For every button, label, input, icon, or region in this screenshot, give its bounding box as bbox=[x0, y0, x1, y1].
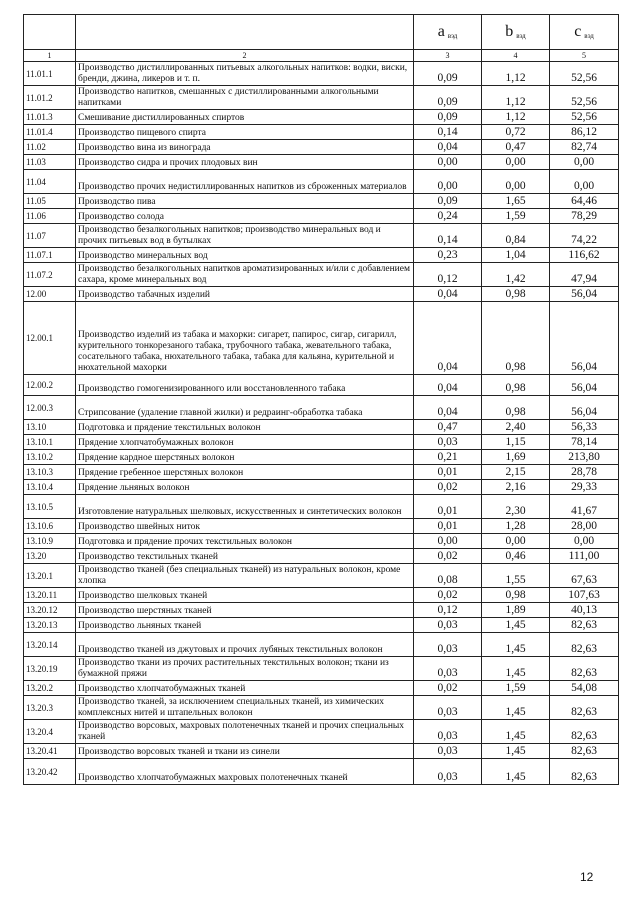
row-value-c: 54,08 bbox=[550, 681, 619, 696]
row-code: 13.20.4 bbox=[24, 720, 76, 744]
header-a: a $_{вэд}$ bbox=[414, 15, 482, 50]
row-name: Производство минеральных вод bbox=[76, 248, 414, 263]
row-value-c: 82,63 bbox=[550, 633, 619, 657]
table-row bbox=[24, 62, 619, 86]
table-row bbox=[24, 588, 619, 603]
row-value-a: 0,00 bbox=[414, 534, 482, 549]
row-value-c: 29,33 bbox=[550, 480, 619, 495]
row-value-c: 213,80 bbox=[550, 450, 619, 465]
row-code: 13.20.41 bbox=[24, 744, 76, 759]
row-code: 13.20.11 bbox=[24, 588, 76, 603]
row-name: Производство пищевого спирта bbox=[76, 125, 414, 140]
table-row bbox=[24, 465, 619, 480]
row-code: 13.20.12 bbox=[24, 603, 76, 618]
table-row bbox=[24, 375, 619, 396]
header-b: b $_{вэд}$ bbox=[482, 15, 550, 50]
row-name: Производство тканей (без специальных тканей) из натуральных волокон, кроме хлопка bbox=[76, 564, 414, 588]
table-row bbox=[24, 549, 619, 564]
row-value-a: 0,14 bbox=[414, 224, 482, 248]
header-row bbox=[24, 15, 619, 50]
row-code: 11.01.3 bbox=[24, 110, 76, 125]
header-name bbox=[76, 15, 414, 50]
row-value-a: 0,04 bbox=[414, 287, 482, 302]
row-value-c: 107,63 bbox=[550, 588, 619, 603]
row-value-a: 0,03 bbox=[414, 618, 482, 633]
row-value-a: 0,12 bbox=[414, 603, 482, 618]
table-row bbox=[24, 140, 619, 155]
table-row bbox=[24, 681, 619, 696]
table-row bbox=[24, 170, 619, 194]
row-value-a: 0,04 bbox=[414, 302, 482, 375]
row-value-c: 82,63 bbox=[550, 696, 619, 720]
table-row bbox=[24, 209, 619, 224]
row-value-a: 0,00 bbox=[414, 155, 482, 170]
row-value-a: 0,02 bbox=[414, 480, 482, 495]
row-code: 11.07.1 bbox=[24, 248, 76, 263]
row-name: Прядение кардное шерстяных волокон bbox=[76, 450, 414, 465]
row-name: Производство вина из винограда bbox=[76, 140, 414, 155]
row-code: 12.00.3 bbox=[24, 396, 76, 420]
row-value-c: 28,00 bbox=[550, 519, 619, 534]
row-value-b: 2,30 bbox=[482, 495, 550, 519]
row-name: Производство гомогенизированного или восстановленного табака bbox=[76, 375, 414, 396]
row-code: 11.05 bbox=[24, 194, 76, 209]
row-name: Производство напитков, смешанных с дистиллированными алкогольными напитками bbox=[76, 86, 414, 110]
row-name: Стрипсование (удаление главной жилки) и редраинг-обработка табака bbox=[76, 396, 414, 420]
row-name: Производство безалкогольных напитков ароматизированных и/или с добавлением сахара, кроме минеральных вод bbox=[76, 263, 414, 287]
coefficients-table bbox=[23, 14, 619, 785]
row-value-a: 0,03 bbox=[414, 759, 482, 785]
row-value-b: 1,12 bbox=[482, 62, 550, 86]
row-code: 11.06 bbox=[24, 209, 76, 224]
row-name: Производство швейных ниток bbox=[76, 519, 414, 534]
row-code: 11.07.2 bbox=[24, 263, 76, 287]
column-number-row bbox=[24, 50, 619, 62]
table-row bbox=[24, 396, 619, 420]
row-code: 11.01.2 bbox=[24, 86, 76, 110]
row-value-c: 82,74 bbox=[550, 140, 619, 155]
row-value-b: 2,16 bbox=[482, 480, 550, 495]
row-name: Производство тканей из джутовых и прочих лубяных текстильных волокон bbox=[76, 633, 414, 657]
table-row bbox=[24, 759, 619, 785]
row-value-b: 0,98 bbox=[482, 396, 550, 420]
row-name: Смешивание дистиллированных спиртов bbox=[76, 110, 414, 125]
row-value-c: 111,00 bbox=[550, 549, 619, 564]
row-value-c: 56,04 bbox=[550, 396, 619, 420]
row-value-a: 0,02 bbox=[414, 549, 482, 564]
header-c: c $_{вэд}$ bbox=[550, 15, 619, 50]
column-number: 4 bbox=[482, 50, 550, 62]
row-value-c: 52,56 bbox=[550, 110, 619, 125]
row-value-b: 0,46 bbox=[482, 549, 550, 564]
table-row bbox=[24, 696, 619, 720]
row-name: Подготовка и прядение прочих текстильных волокон bbox=[76, 534, 414, 549]
table-row bbox=[24, 744, 619, 759]
row-value-b: 1,28 bbox=[482, 519, 550, 534]
row-value-c: 78,29 bbox=[550, 209, 619, 224]
row-value-b: 1,42 bbox=[482, 263, 550, 287]
row-value-b: 1,45 bbox=[482, 759, 550, 785]
row-value-a: 0,03 bbox=[414, 696, 482, 720]
table-row bbox=[24, 302, 619, 375]
row-code: 11.02 bbox=[24, 140, 76, 155]
table-row bbox=[24, 633, 619, 657]
row-value-a: 0,09 bbox=[414, 194, 482, 209]
row-code: 13.20 bbox=[24, 549, 76, 564]
row-value-c: 56,33 bbox=[550, 420, 619, 435]
row-value-c: 78,14 bbox=[550, 435, 619, 450]
row-value-b: 1,55 bbox=[482, 564, 550, 588]
row-value-b: 0,00 bbox=[482, 155, 550, 170]
table-row bbox=[24, 534, 619, 549]
row-value-c: 82,63 bbox=[550, 744, 619, 759]
row-value-b: 1,12 bbox=[482, 110, 550, 125]
row-code: 13.20.42 bbox=[24, 759, 76, 785]
row-value-c: 56,04 bbox=[550, 287, 619, 302]
page-number: 12 bbox=[580, 870, 594, 884]
row-code: 13.10.6 bbox=[24, 519, 76, 534]
row-value-c: 82,63 bbox=[550, 720, 619, 744]
row-value-a: 0,01 bbox=[414, 465, 482, 480]
table-row bbox=[24, 194, 619, 209]
row-value-c: 82,63 bbox=[550, 759, 619, 785]
row-name: Производство хлопчатобумажных махровых полотенечных тканей bbox=[76, 759, 414, 785]
row-value-c: 41,67 bbox=[550, 495, 619, 519]
row-name: Производство текстильных тканей bbox=[76, 549, 414, 564]
row-value-c: 28,78 bbox=[550, 465, 619, 480]
row-value-a: 0,08 bbox=[414, 564, 482, 588]
row-code: 13.10.9 bbox=[24, 534, 76, 549]
column-number: 1 bbox=[24, 50, 76, 62]
row-name: Производство изделий из табака и махорки: сигарет, папирос, сигар, сигарилл, курительного тонкорезаного табака, трубочного табака, жевательного табака, сосательного табака, нюхательного табака, табака для кальяна, курительной и нюхательной махорки bbox=[76, 302, 414, 375]
column-number: 3 bbox=[414, 50, 482, 62]
row-value-a: 0,03 bbox=[414, 744, 482, 759]
row-value-b: 0,47 bbox=[482, 140, 550, 155]
row-code: 13.20.14 bbox=[24, 633, 76, 657]
row-name: Производство тканей, за исключением специальных тканей, из химических комплексных нитей и штапельных волокон bbox=[76, 696, 414, 720]
row-value-b: 0,98 bbox=[482, 287, 550, 302]
row-name: Производство ткани из прочих растительных текстильных волокон; ткани из бумажной пряжи bbox=[76, 657, 414, 681]
table-row bbox=[24, 420, 619, 435]
row-value-a: 0,21 bbox=[414, 450, 482, 465]
row-value-a: 0,03 bbox=[414, 657, 482, 681]
row-name: Производство ворсовых, махровых полотенечных тканей и прочих специальных тканей bbox=[76, 720, 414, 744]
row-value-c: 82,63 bbox=[550, 657, 619, 681]
table-row bbox=[24, 495, 619, 519]
row-value-b: 1,59 bbox=[482, 681, 550, 696]
table-row bbox=[24, 155, 619, 170]
row-code: 13.20.13 bbox=[24, 618, 76, 633]
row-value-c: 0,00 bbox=[550, 534, 619, 549]
table-row bbox=[24, 248, 619, 263]
row-value-c: 56,04 bbox=[550, 375, 619, 396]
row-value-a: 0,23 bbox=[414, 248, 482, 263]
row-value-b: 1,45 bbox=[482, 657, 550, 681]
row-code: 13.10.2 bbox=[24, 450, 76, 465]
row-value-b: 0,72 bbox=[482, 125, 550, 140]
table-row bbox=[24, 618, 619, 633]
row-name: Производство шерстяных тканей bbox=[76, 603, 414, 618]
row-value-a: 0,03 bbox=[414, 633, 482, 657]
row-code: 13.20.3 bbox=[24, 696, 76, 720]
row-value-c: 74,22 bbox=[550, 224, 619, 248]
table-row bbox=[24, 564, 619, 588]
row-value-b: 0,00 bbox=[482, 534, 550, 549]
row-value-b: 1,89 bbox=[482, 603, 550, 618]
table-row bbox=[24, 110, 619, 125]
row-code: 11.07 bbox=[24, 224, 76, 248]
row-value-a: 0,03 bbox=[414, 435, 482, 450]
row-value-c: 47,94 bbox=[550, 263, 619, 287]
table-row bbox=[24, 720, 619, 744]
row-value-b: 0,84 bbox=[482, 224, 550, 248]
row-value-b: 1,45 bbox=[482, 744, 550, 759]
table-row bbox=[24, 480, 619, 495]
row-name: Производство льняных тканей bbox=[76, 618, 414, 633]
row-name: Производство шелковых тканей bbox=[76, 588, 414, 603]
table-row bbox=[24, 224, 619, 248]
row-name: Производство ворсовых тканей и ткани из синели bbox=[76, 744, 414, 759]
row-code: 11.01.4 bbox=[24, 125, 76, 140]
table-row bbox=[24, 603, 619, 618]
table-row bbox=[24, 125, 619, 140]
row-value-b: 0,98 bbox=[482, 302, 550, 375]
row-value-a: 0,01 bbox=[414, 495, 482, 519]
row-code: 11.01.1 bbox=[24, 62, 76, 86]
row-value-c: 86,12 bbox=[550, 125, 619, 140]
row-code: 12.00.2 bbox=[24, 375, 76, 396]
row-code: 13.20.1 bbox=[24, 564, 76, 588]
table-row bbox=[24, 450, 619, 465]
row-value-c: 82,63 bbox=[550, 618, 619, 633]
row-name: Производство табачных изделий bbox=[76, 287, 414, 302]
row-code: 13.10.1 bbox=[24, 435, 76, 450]
row-value-a: 0,04 bbox=[414, 375, 482, 396]
table-row bbox=[24, 86, 619, 110]
row-value-a: 0,04 bbox=[414, 396, 482, 420]
row-name: Производство прочих недистиллированных напитков из сброженных материалов bbox=[76, 170, 414, 194]
table-row bbox=[24, 519, 619, 534]
row-name: Производство пива bbox=[76, 194, 414, 209]
row-value-c: 52,56 bbox=[550, 62, 619, 86]
row-name: Прядение гребенное шерстяных волокон bbox=[76, 465, 414, 480]
row-value-b: 1,04 bbox=[482, 248, 550, 263]
row-value-a: 0,02 bbox=[414, 681, 482, 696]
row-value-b: 1,69 bbox=[482, 450, 550, 465]
row-code: 13.10.5 bbox=[24, 495, 76, 519]
row-name: Производство хлопчатобумажных тканей bbox=[76, 681, 414, 696]
row-code: 12.00.1 bbox=[24, 302, 76, 375]
row-value-b: 1,45 bbox=[482, 618, 550, 633]
row-value-a: 0,03 bbox=[414, 720, 482, 744]
row-value-b: 0,98 bbox=[482, 588, 550, 603]
row-name: Производство солода bbox=[76, 209, 414, 224]
table-row bbox=[24, 435, 619, 450]
row-value-b: 2,40 bbox=[482, 420, 550, 435]
table-row bbox=[24, 657, 619, 681]
row-value-b: 1,45 bbox=[482, 720, 550, 744]
row-code: 12.00 bbox=[24, 287, 76, 302]
row-value-b: 1,15 bbox=[482, 435, 550, 450]
row-value-c: 52,56 bbox=[550, 86, 619, 110]
row-value-a: 0,09 bbox=[414, 110, 482, 125]
row-name: Прядение льняных волокон bbox=[76, 480, 414, 495]
row-value-a: 0,02 bbox=[414, 588, 482, 603]
row-value-a: 0,01 bbox=[414, 519, 482, 534]
row-value-b: 0,00 bbox=[482, 170, 550, 194]
row-name: Подготовка и прядение текстильных волокон bbox=[76, 420, 414, 435]
table-row bbox=[24, 263, 619, 287]
row-name: Производство дистиллированных питьевых алкогольных напитков: водки, виски, бренди, джина, ликеров и т. п. bbox=[76, 62, 414, 86]
row-value-b: 1,45 bbox=[482, 696, 550, 720]
row-value-b: 1,45 bbox=[482, 633, 550, 657]
row-value-a: 0,09 bbox=[414, 62, 482, 86]
row-code: 13.10 bbox=[24, 420, 76, 435]
row-value-c: 67,63 bbox=[550, 564, 619, 588]
row-value-b: 1,12 bbox=[482, 86, 550, 110]
row-value-a: 0,12 bbox=[414, 263, 482, 287]
column-number: 5 bbox=[550, 50, 619, 62]
row-value-a: 0,09 bbox=[414, 86, 482, 110]
row-value-a: 0,14 bbox=[414, 125, 482, 140]
row-value-c: 40,13 bbox=[550, 603, 619, 618]
row-value-b: 1,65 bbox=[482, 194, 550, 209]
row-value-a: 0,04 bbox=[414, 140, 482, 155]
row-code: 11.03 bbox=[24, 155, 76, 170]
row-value-a: 0,00 bbox=[414, 170, 482, 194]
row-value-b: 0,98 bbox=[482, 375, 550, 396]
row-code: 13.20.2 bbox=[24, 681, 76, 696]
row-value-a: 0,24 bbox=[414, 209, 482, 224]
row-name: Производство безалкогольных напитков; производство минеральных вод и прочих питьевых вод в бутылках bbox=[76, 224, 414, 248]
row-value-c: 0,00 bbox=[550, 155, 619, 170]
column-number: 2 bbox=[76, 50, 414, 62]
row-value-b: 1,59 bbox=[482, 209, 550, 224]
row-value-c: 64,46 bbox=[550, 194, 619, 209]
row-value-a: 0,47 bbox=[414, 420, 482, 435]
row-value-c: 0,00 bbox=[550, 170, 619, 194]
row-code: 13.10.3 bbox=[24, 465, 76, 480]
row-value-c: 56,04 bbox=[550, 302, 619, 375]
row-name: Прядение хлопчатобумажных волокон bbox=[76, 435, 414, 450]
row-value-c: 116,62 bbox=[550, 248, 619, 263]
row-name: Производство сидра и прочих плодовых вин bbox=[76, 155, 414, 170]
row-code: 13.20.19 bbox=[24, 657, 76, 681]
row-code: 11.04 bbox=[24, 170, 76, 194]
row-value-b: 2,15 bbox=[482, 465, 550, 480]
row-name: Изготовление натуральных шелковых, искусственных и синтетических волокон bbox=[76, 495, 414, 519]
table-row bbox=[24, 287, 619, 302]
row-code: 13.10.4 bbox=[24, 480, 76, 495]
header-code bbox=[24, 15, 76, 50]
